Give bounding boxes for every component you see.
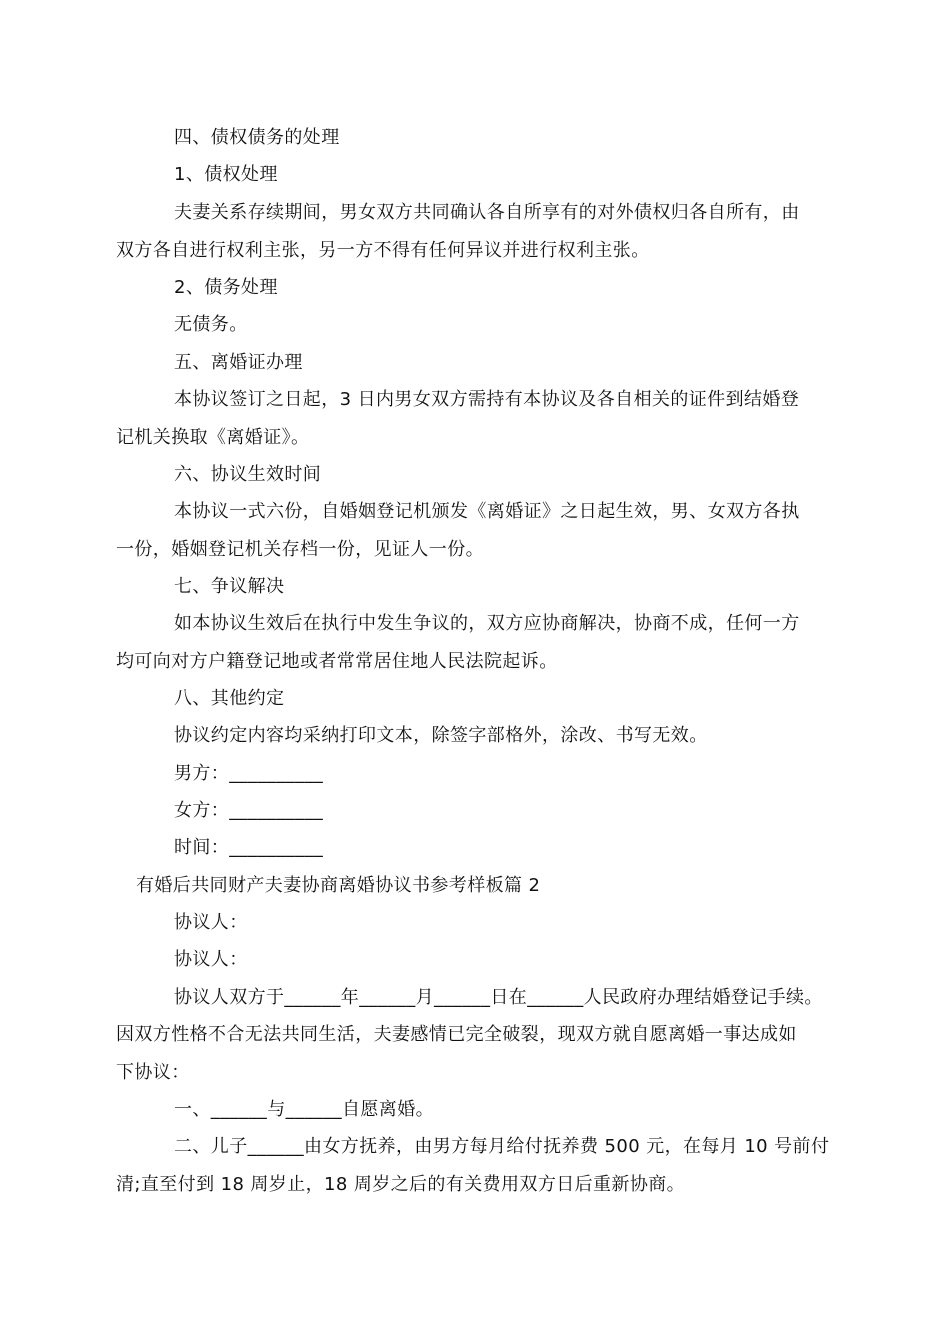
section-heading-effective-time: 六、协议生效时间 [174,464,322,485]
clause-line: 一、______与______自愿离婚。 [174,1099,434,1120]
paragraph-line: 记机关换取《离婚证》。 [116,427,310,448]
party-line: 协议人： [174,912,248,933]
section-heading-other-terms: 八、其他约定 [174,688,285,709]
section-heading-divorce-certificate: 五、离婚证办理 [174,352,303,373]
paragraph-line: 协议人双方于______年______月______日在______人民政府办理结婚登记手续。 [174,987,823,1008]
paragraph-line: 本协议一式六份，自婚姻登记机颁发《离婚证》之日起生效，男、女双方各执 [174,501,800,522]
subheading-debts: 2、债务处理 [174,277,278,298]
clause-line: 二、儿子______由女方抚养，由男方每月给付抚养费 500 元，在每月 10 号前付 [174,1136,830,1157]
paragraph-line: 因双方性格不合无法共同生活，夫妻感情已完全破裂，现双方就自愿离婚一事达成如 [116,1024,797,1045]
paragraph-line: 如本协议生效后在执行中发生争议的，双方应协商解决，协商不成，任何一方 [174,613,800,634]
paragraph-line: 协议约定内容均采纳打印文本，除签字部格外，涂改、书写无效。 [174,725,708,746]
paragraph-line: 均可向对方户籍登记地或者常常居住地人民法院起诉。 [116,651,558,672]
paragraph-line: 本协议签订之日起，3 日内男女双方需持有本协议及各自相关的证件到结婚登 [174,389,800,410]
party-line: 协议人： [174,949,248,970]
signature-line-male: 男方：__________ [174,763,324,784]
paragraph-line: 清;直至付到 18 周岁止，18 周岁之后的有关费用双方日后重新协商。 [116,1174,686,1195]
section-heading-debts: 四、债权债务的处理 [174,127,340,148]
subheading-creditor-rights: 1、债权处理 [174,164,278,185]
paragraph-line: 双方各自进行权利主张，另一方不得有任何异议并进行权利主张。 [116,240,650,261]
signature-line-female: 女方：__________ [174,800,324,821]
paragraph-line: 一份，婚姻登记机关存档一份，见证人一份。 [116,539,484,560]
paragraph-line: 夫妻关系存续期间，男女双方共同确认各自所享有的对外债权归各自所有，由 [174,202,800,223]
signature-line-date: 时间：__________ [174,837,324,858]
section-heading-dispute-resolution: 七、争议解决 [174,576,285,597]
paragraph-line: 无债务。 [174,314,248,335]
paragraph-line: 下协议： [116,1062,190,1083]
article-title: 有婚后共同财产夫妻协商离婚协议书参考样板篇 2 [136,875,541,896]
